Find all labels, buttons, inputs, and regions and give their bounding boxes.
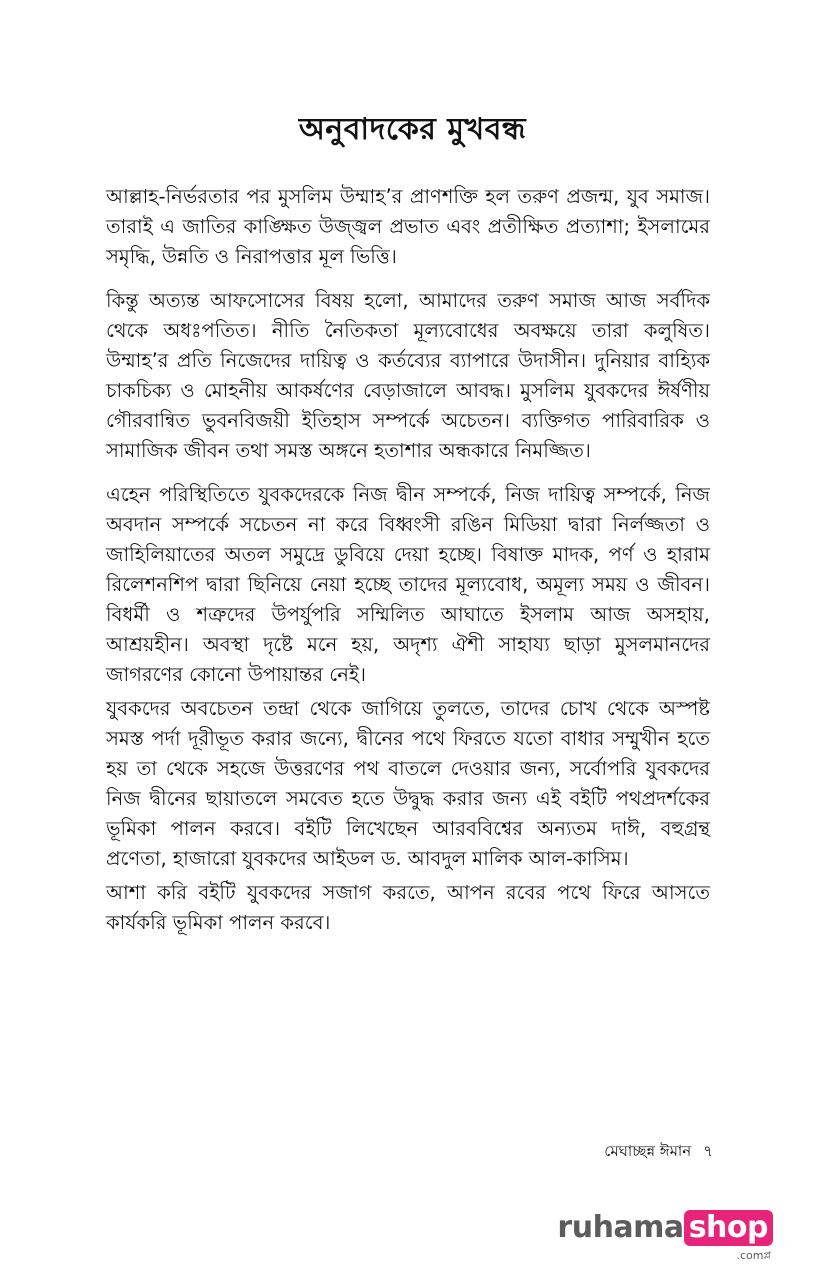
logo-subtext: .comপ্ল xyxy=(736,1249,771,1262)
paragraph-1: আল্লাহ-নির্ভরতার পর মুসলিম উম্মাহ’র প্রাণশক্তি হল তরুণ প্রজন্ম, যুব সমাজ। তারাই এ জাতির কাঙ্ক্ষিত উজ্জ্বল প্রভাত এবং প্রতীক্ষিত প্রত্যাশা; ইসলামের সমৃদ্ধি, উন্নতি ও নিরাপত্তার মূল ভিত্তি। xyxy=(106,185,710,268)
page-title: অনুবাদকের মুখবন্ধ xyxy=(298,112,527,147)
paragraph-2: কিন্তু অত্যন্ত আফসোসের বিষয় হলো, আমাদের তরুণ সমাজ আজ সর্বদিক থেকে অধঃপতিত। নীতি নৈতিকতা মূল্যবোধের অবক্ষয়ে তারা কলুষিত। উম্মাহ’র প্রতি নিজেদের দায়িত্ব ও কর্তব্যের ব্যাপারে উদাসীন। দুনিয়ার বাহ্যিক চাকচিক্য ও মোহনীয় আকর্ষণের বেড়াজালে আবদ্ধ। মুসলিম যুবকদের ঈর্ষণীয় গৌরবান্বিত ভুবনবিজয়ী ইতিহাস সম্পর্কে অচেতন। ব্যক্তিগত পারিবারিক ও সামাজিক জীবন তথা সমস্ত অঙ্গনে হতাশার অন্ধকারে নিমজ্জিত। xyxy=(106,289,710,462)
publisher-logo xyxy=(557,1210,773,1266)
logo-text-left: ruhama xyxy=(557,1210,684,1245)
page-footer xyxy=(604,1140,713,1165)
footer-book-title: মেঘাচ্ছন্ন ঈমান xyxy=(604,1142,692,1160)
paragraph-4: যুবকদের অবচেতন তন্দ্রা থেকে জাগিয়ে তুলতে, তাদের চোখ থেকে অস্পষ্ট সমস্ত পর্দা দূরীভূত করার জন্যে, দ্বীনের পথে ফিরতে যতো বাধার সম্মুখীন হতে হয় তা থেকে সহজে উত্তরণের পথ বাতলে দেওয়ার জন্য, সর্বোপরি যুবকদের নিজ দ্বীনের ছায়াতলে সমবেত হতে উদ্বুদ্ধ করার জন্য এই বইটি পথপ্রদর্শকের ভূমিকা পালন করবে। বইটি লিখেছেন আরববিশ্বের অন্যতম দাঈ, বহুগ্রন্থ প্রণেতা, হাজারো যুবকদের আইডল ড. আবদুল মালিক আল-কাসিম। xyxy=(106,697,710,870)
logo-text-right: shop xyxy=(684,1210,773,1246)
paragraph-3: এহেন পরিস্থিতিতে যুবকদেরকে নিজ দ্বীন সম্পর্কে, নিজ দায়িত্ব সম্পর্কে, নিজ অবদান সম্পর্কে সচেতন না করে বিধ্বংসী রঙিন মিডিয়া দ্বারা নির্লজ্জতা ও জাহিলিয়াতের অতল সমুদ্রে ডুবিয়ে দেয়া হচ্ছে। বিষাক্ত মাদক, পর্ণ ও হারাম রিলেশনশিপ দ্বারা ছিনিয়ে নেয়া হচ্ছে তাদের মূল্যবোধ, অমূল্য সময় ও জীবন। বিধর্মী ও শত্রুদের উপর্যুপরি সম্মিলিত আঘাতে ইসলাম আজ অসহায়, আশ্রয়হীন। অবস্থা দৃষ্টে মনে হয়, অদৃশ্য ঐশী সাহায্য ছাড়া মুসলমানদের জাগরণের কোনো উপায়ান্তর নেই। xyxy=(106,483,710,686)
body-text xyxy=(106,182,710,952)
paragraph-5: আশা করি বইটি যুবকদের সজাগ করতে, আপন রবের পথে ফিরে আসতে কার্যকরি ভূমিকা পালন করবে। xyxy=(106,881,710,934)
logo-right-group xyxy=(684,1210,773,1266)
page-number: ৭ xyxy=(703,1142,713,1160)
